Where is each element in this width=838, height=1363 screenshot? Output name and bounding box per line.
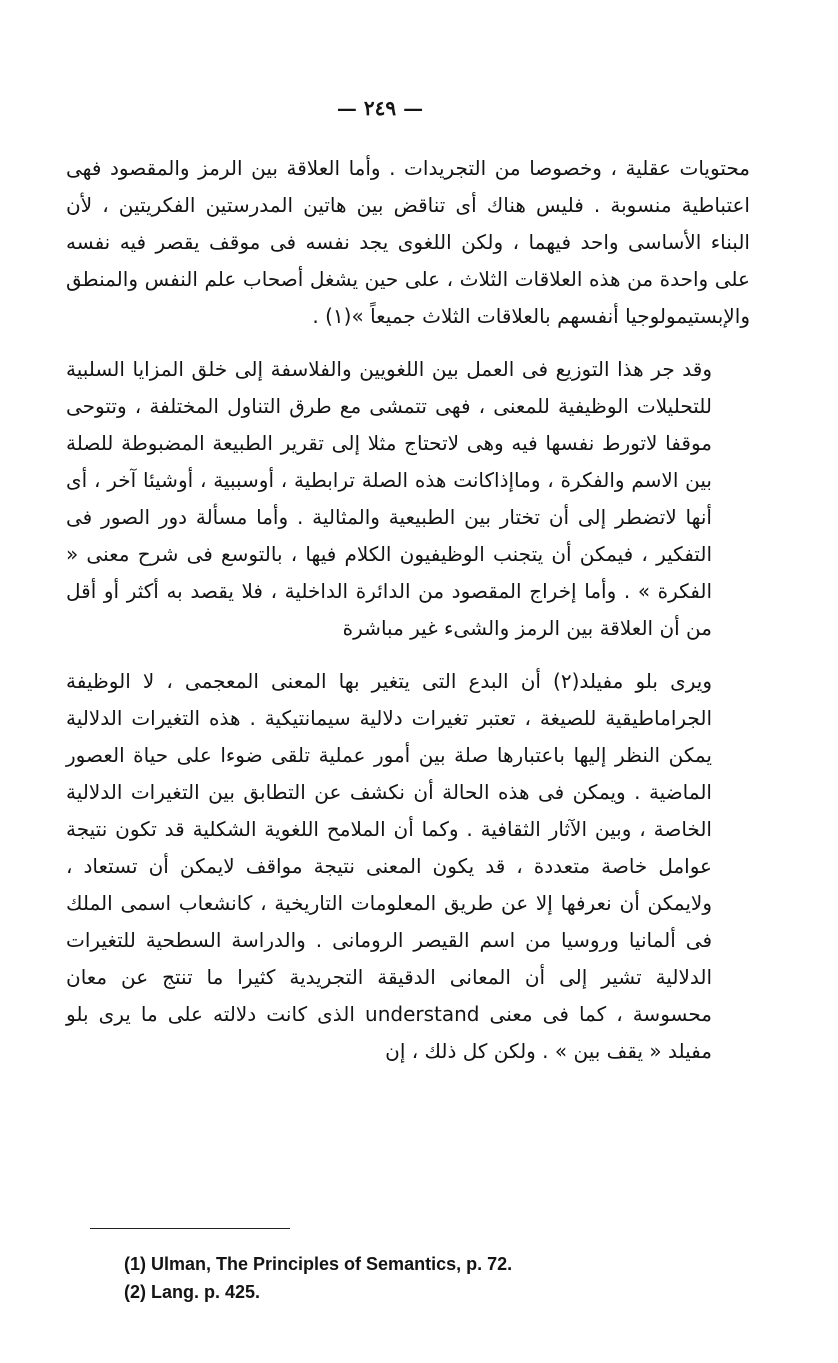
paragraph-2: وقد جر هذا التوزيع فى العمل بين اللغويين والفلاسفة إلى خلق المزايا السلبية للتحليلات الوظيفية للمعنى ، فهى تتمشى مع طرق التناول المختلفة ، وتتوحى موقفا لاتورط نفسها فيه وهى لاتحتاج مثلا إلى تقرير الطبيعة المضبوطة للصلة بين الاسم والفكرة ، وماإذاكانت هذه الصلة ترابطية ، أوسببية ، أوشيئا آخر ، أى أنها لاتضطر إلى أن تختار بين الطبيعية والمثالية . وأما مسألة دور الصور فى التفكير ، فيمكن أن يتجنب الوظيفيون الكلام فيها ، بالتوسع فى شرح معنى « الفكرة » . وأما إخراج المقصود من الدائرة الداخلية ، فلا يقصد به أكثر أو أقل من أن العلاقة بين الرمز والشىء غير مباشرة — [66, 357, 712, 640]
body-text — [66, 150, 750, 1070]
paragraph-3: ويرى بلو مفيلد(٢) أن البدع التى يتغير بها المعنى المعجمى ، لا الوظيفة الجراماطيقية للصيغة ، تعتبر تغيرات دلالية سيمانتيكية . هذه التغيرات الدلالية يمكن النظر إليها باعتبارها صلة بين أمور عملية تلقى ضوءا على حياة العصور الماضية . ويمكن فى هذه الحالة أن نكشف عن التطابق بين التغيرات الدلالية الخاصة ، وبين الآثار الثقافية . وكما أن الملامح اللغوية الشكلية قد تكون نتيجة عوامل خاصة متعددة ، قد يكون المعنى نتيجة مواقف لايمكن أن تستعاد ، ولايمكن أن نعرفها إلا عن طريق المعلومات التاريخية ، كانشعاب اسمى الملك فى ألمانيا وروسيا من اسم القيصر الرومانى . والدراسة السطحية للتغيرات الدلالية تشير إلى أن المعانى الدقيقة التجريدية كثيرا ما تنتج عن معان محسوسة ، كما فى معنى understand الذى كانت دلالته على ما يرى بلو مفيلد « يقف بين » . ولكن كل ذلك ، إن — [66, 669, 712, 1063]
footnote-divider — [90, 1228, 290, 1229]
paragraph-1: محتويات عقلية ، وخصوصا من التجريدات . وأما العلاقة بين الرمز والمقصود فهى اعتباطية منسوبة . فليس هناك أى تناقض بين هاتين المدرستين الفكريتين ، لأن البناء الأساسى واحد فيهما ، ولكن اللغوى يجد نفسه فى موقف يقصر فيه نفسه على واحدة من هذه العلاقات الثلاث ، على حين يشغل أصحاب علم النفس والمنطق والإبستيمولوجيا أنفسهم بالعلاقات الثلاث جميعاً »(١) . — [66, 156, 750, 328]
footnote-2: (2) Lang. p. 425. — [124, 1282, 261, 1302]
footnotes — [124, 1250, 512, 1306]
footnote-1: (1) Ulman, The Principles of Semantics, p. 72. — [124, 1254, 513, 1274]
page-number: — ٢٤٩ — — [336, 96, 424, 120]
